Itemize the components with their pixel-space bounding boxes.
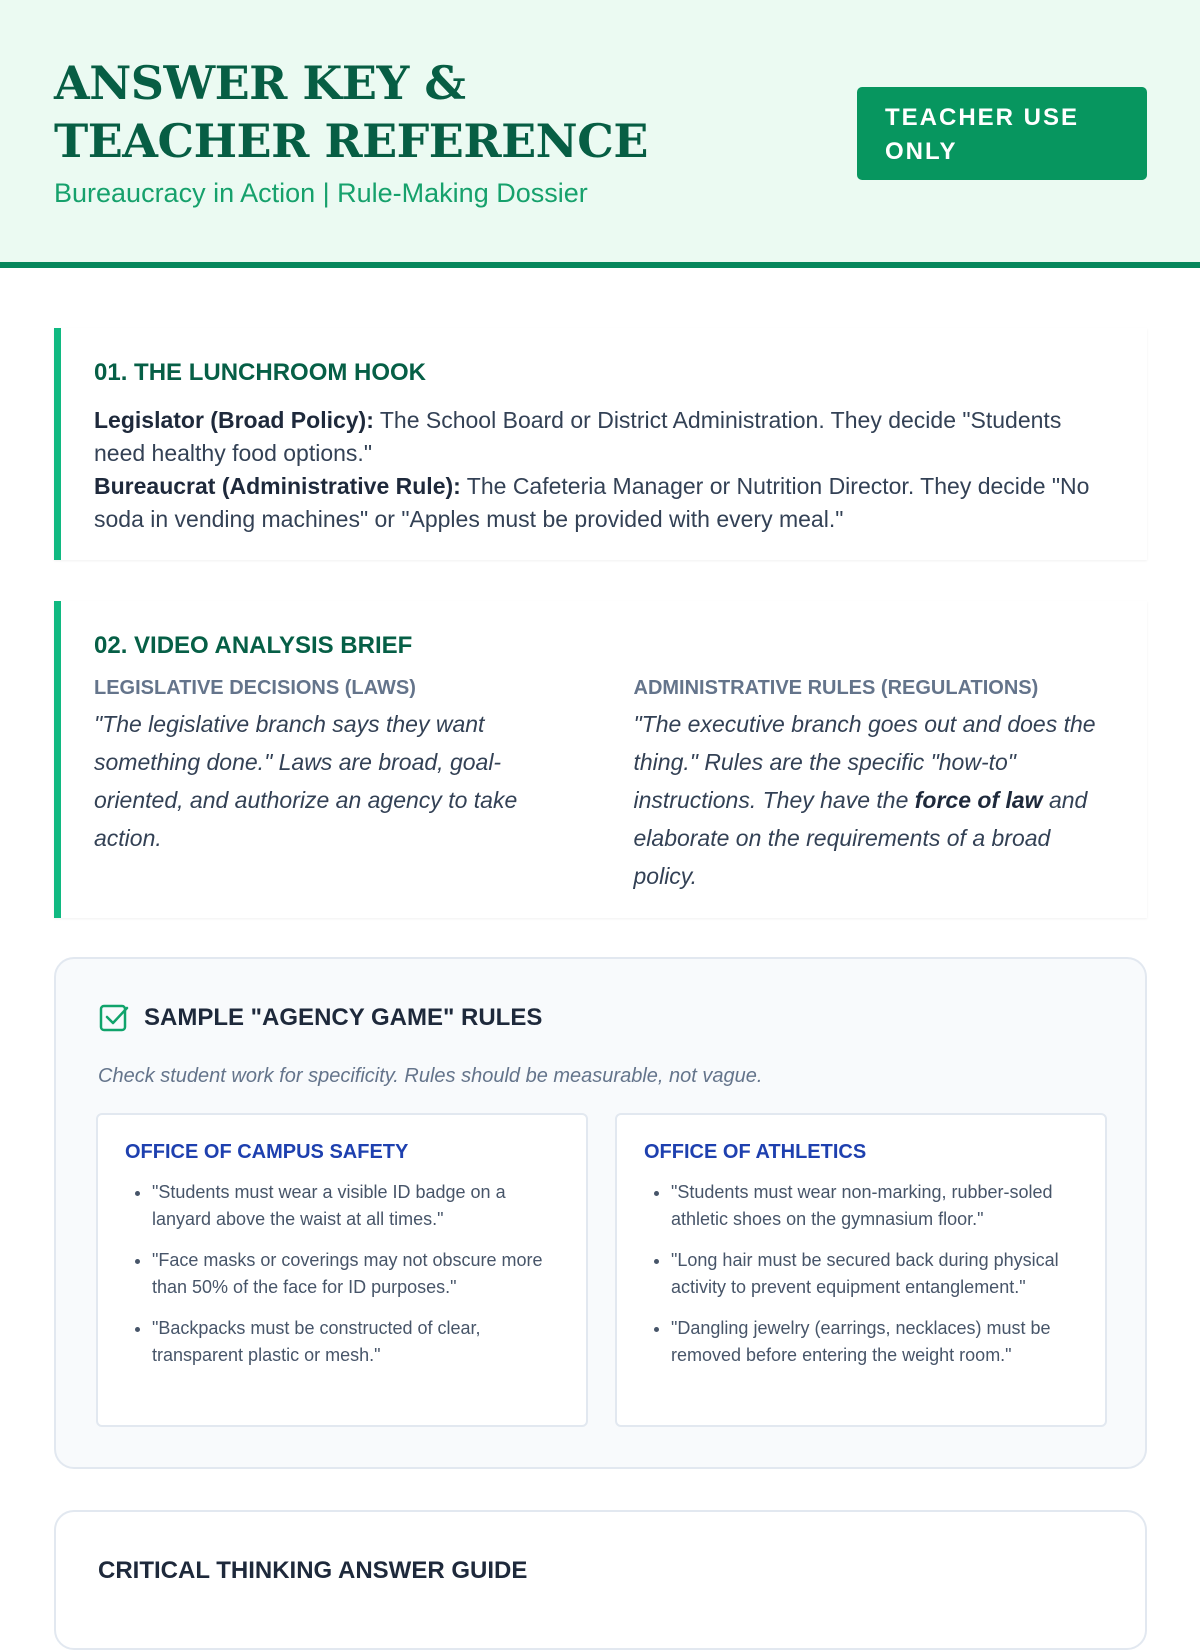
rule-item: • "Backpacks must be constructed of clear, transparent plastic or mesh." — [152, 1315, 560, 1369]
rule-item: • "Students must wear non-marking, rubber-soled athletic shoes on the gymnasium floor." — [671, 1179, 1079, 1233]
laws-column — [94, 675, 578, 895]
agency-game-note: Check student work for specificity. Rules should be measurable, not vague. — [98, 1065, 763, 1087]
page-header — [0, 0, 1200, 268]
column-text — [634, 705, 1118, 895]
rules-column — [634, 675, 1118, 895]
page-title: ANSWER KEY & TEACHER REFERENCE — [54, 56, 648, 168]
office-card-athletics — [615, 1113, 1107, 1427]
agency-game-panel — [54, 957, 1147, 1469]
teacher-use-badge: TEACHER USE ONLY — [857, 87, 1147, 180]
column-text-start: "The executive branch goes out and does the thing." Rules are the specific "how-to" instructions. They have the — [633, 711, 1096, 813]
column-text-end: and elaborate on the requirements of a broad policy. — [633, 787, 1088, 889]
column-heading: LEGISLATIVE DECISIONS (LAWS) — [94, 677, 416, 699]
office-heading: OFFICE OF CAMPUS SAFETY — [125, 1141, 409, 1163]
agency-game-title: SAMPLE "AGENCY GAME" RULES — [144, 1004, 543, 1031]
analysis-columns — [94, 675, 1117, 895]
office-card-campus-safety — [96, 1113, 588, 1427]
critical-thinking-heading: CRITICAL THINKING ANSWER GUIDE — [98, 1557, 528, 1584]
section-heading: 02. VIDEO ANALYSIS BRIEF — [94, 632, 413, 659]
rule-item: • "Long hair must be secured back during physical activity to prevent equipment entanglement." — [671, 1247, 1079, 1301]
bureaucrat-text: The Cafeteria Manager or Nutrition Director. They decide "No soda in vending machines" or "Apples must be provided with every meal." — [94, 473, 1090, 532]
section-video-analysis — [54, 601, 1147, 918]
column-text: "The legislative branch says they want something done." Laws are broad, goal-oriented, and authorize an agency to take action. — [94, 711, 518, 851]
critical-thinking-panel — [54, 1510, 1147, 1650]
rule-item: • "Face masks or coverings may not obscure more than 50% of the face for ID purposes." — [152, 1247, 560, 1301]
legislator-paragraph — [94, 404, 1117, 470]
bureaucrat-paragraph — [94, 470, 1117, 536]
bureaucrat-label: Bureaucrat (Administrative Rule): — [94, 473, 461, 499]
rule-list — [125, 1179, 560, 1369]
column-heading: ADMINISTRATIVE RULES (REGULATIONS) — [633, 677, 1039, 699]
page-subtitle: Bureaucracy in Action | Rule-Making Dossier — [54, 178, 588, 208]
rule-item: • "Students must wear a visible ID badge on a lanyard above the waist at all times." — [152, 1179, 560, 1233]
section-lunchroom-hook — [54, 328, 1147, 560]
checkbox-icon — [98, 1002, 130, 1034]
force-of-law-emphasis: force of law — [914, 787, 1043, 813]
legislator-text: The School Board or District Administration. They decide "Students need healthy food options." — [94, 407, 1062, 466]
legislator-label: Legislator (Broad Policy): — [94, 407, 374, 433]
rule-item: • "Dangling jewelry (earrings, necklaces) must be removed before entering the weight room." — [671, 1315, 1079, 1369]
rule-list — [644, 1179, 1079, 1369]
office-heading: OFFICE OF ATHLETICS — [644, 1141, 867, 1163]
section-heading: 01. THE LUNCHROOM HOOK — [94, 359, 427, 386]
